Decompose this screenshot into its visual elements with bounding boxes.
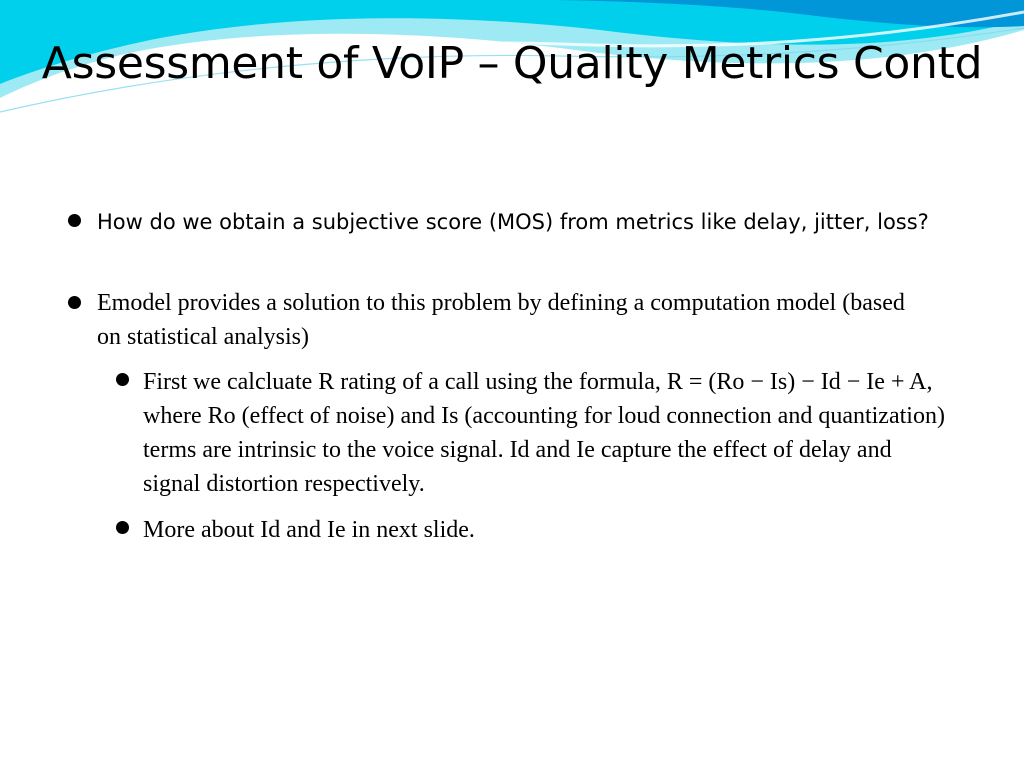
sub-bullet-text: First we calcluate R rating of a call using the formula, R = (Ro − Is) − Id − Ie + A, where Ro (effect of noise) and Is (accounting for loud connection and quantization) terms are intrinsic to the voice signal. Id and Ie capture the effect of delay and signal distortion respectively. [143, 369, 945, 497]
bullet-dot-icon [116, 373, 129, 386]
sub-bullet-text: More about Id and Ie in next slide. [143, 517, 475, 543]
bullet-dot-icon [68, 214, 81, 227]
bullet-text: Emodel provides a solution to this problem by defining a computation model (based on statistical analysis) [97, 290, 905, 350]
bullet-dot-icon [116, 521, 129, 534]
slide-title: Assessment of VoIP – Quality Metrics Contd [41, 38, 983, 89]
bullet-dot-icon [68, 296, 81, 309]
bullet-text: How do we obtain a subjective score (MOS) from metrics like delay, jitter, loss? [97, 210, 929, 234]
